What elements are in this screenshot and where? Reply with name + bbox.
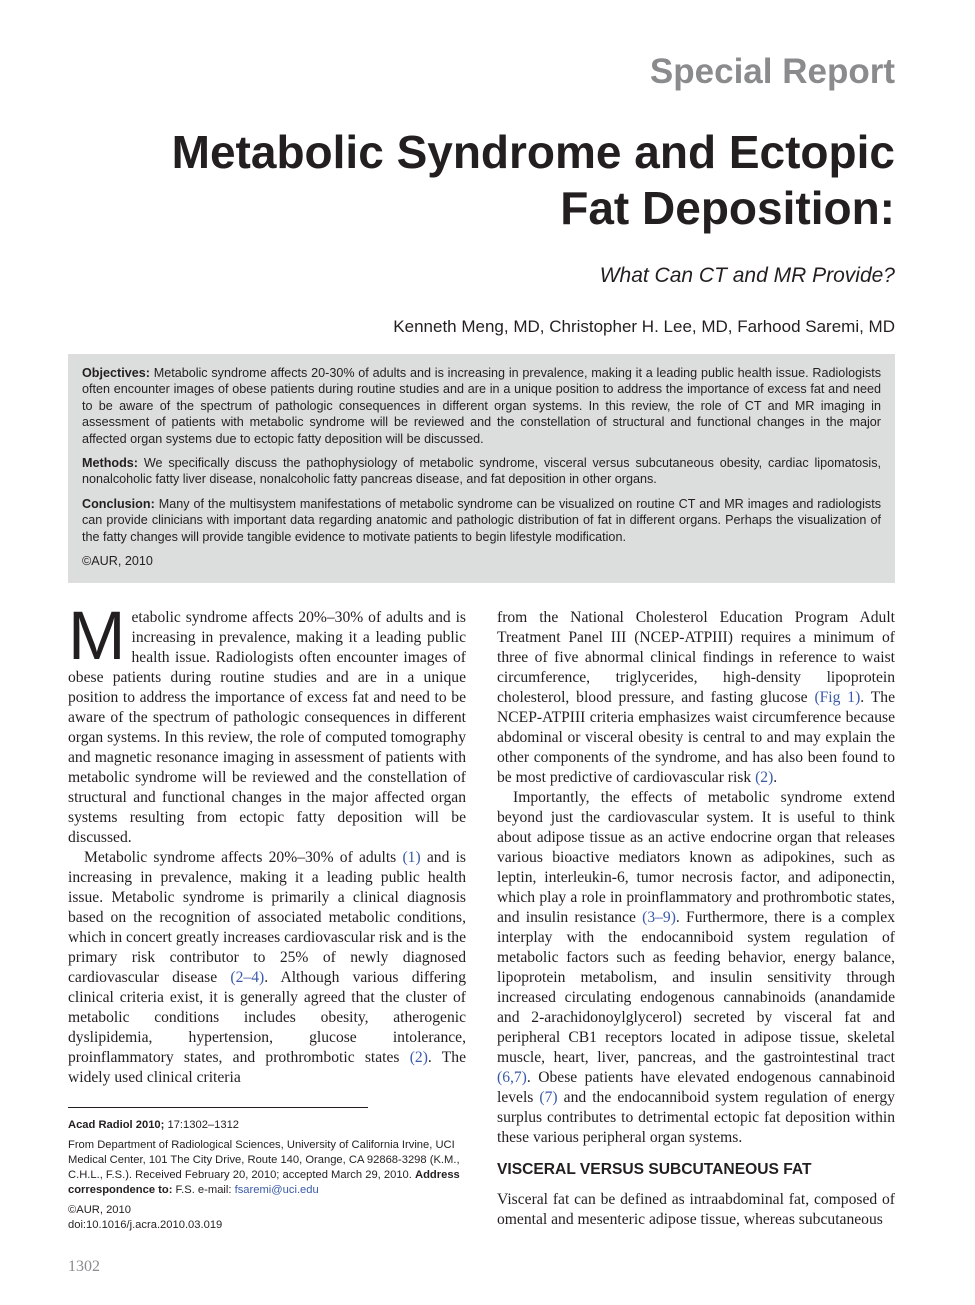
conclusion-text: Many of the multisystem manifestations of metabolic syndrome can be visualized on routine CT and MR images and radiologists can provide clinicians with important data regarding anatomic and pathologic distribution of fat in different organs. Perhaps the visualization of the fatty changes will provide tangible evidence to motivate patients to begin lifestyle modification. bbox=[82, 496, 882, 544]
journal-volume: 17:1302–1312 bbox=[164, 1119, 240, 1131]
reference-link[interactable]: (6,7) bbox=[497, 1069, 527, 1086]
objectives-label: Objectives: bbox=[82, 366, 150, 380]
body-column-right bbox=[497, 608, 895, 1230]
article-subtitle: What Can CT and MR Provide? bbox=[599, 264, 895, 287]
abstract-methods bbox=[82, 455, 881, 488]
page-number: 1302 bbox=[68, 1258, 100, 1275]
author-list: Kenneth Meng, MD, Christopher H. Lee, MD, Farhood Saremi, MD bbox=[393, 317, 895, 336]
text-run: Importantly, the effects of metabolic syndrome extend beyond just the cardiovascular system. It is useful to think about adipose tissue as an active endocrine organ that releases various bioactive mediators known as adipokines, such as leptin, interleukin-6, tumor necrosis factor, and adiponectin, which play a role in proinflammatory and prothrombotic states, and insulin resistance bbox=[497, 789, 895, 926]
text-run: from the National Cholesterol Education Program Adult Treatment Panel III (NCEP-ATPIII) requires a minimum of three of five abnormal clinical findings in reference to waist circumference, triglycerides, high-density lipoprotein cholesterol, blood pressure, and fasting glucose bbox=[497, 609, 895, 706]
section-label: Special Report bbox=[649, 52, 895, 91]
article-title bbox=[95, 124, 895, 236]
affiliation-note bbox=[68, 1138, 468, 1198]
email-link[interactable]: fsaremi@uci.edu bbox=[234, 1184, 319, 1196]
intro-paragraph bbox=[68, 597, 466, 848]
text-run: . Although various differing clinical criteria exist, it is generally agreed that the cluster of metabolic conditions includes obesity, atherogenic dyslipidemia, hypertension, glucose intolerance, proinflammatory states, and prothrombotic states bbox=[68, 969, 466, 1066]
body-paragraph bbox=[68, 848, 466, 1088]
address-label: Address correspondence to: bbox=[68, 1169, 460, 1196]
reference-link[interactable]: (2) bbox=[755, 769, 774, 786]
title-line-1: Metabolic Syndrome and Ectopic bbox=[171, 126, 895, 178]
title-line-2: Fat Deposition: bbox=[560, 182, 895, 234]
abstract-copyright: ©AUR, 2010 bbox=[82, 554, 153, 569]
text-run: . The NCEP-ATPIII criteria emphasizes waist circumference because abdominal or visceral obesity is central to and may explain the other components of the syndrome, and has also been found to be most predictive of cardiovascular risk bbox=[497, 689, 895, 786]
text-run: . bbox=[773, 769, 778, 786]
address-text: F.S. e-mail: bbox=[172, 1184, 235, 1196]
journal-citation bbox=[68, 1118, 468, 1133]
text-run: . The widely used clinical criteria bbox=[68, 1049, 466, 1086]
abstract-objectives bbox=[82, 365, 881, 447]
footnote-block bbox=[68, 1118, 468, 1238]
abstract-box bbox=[68, 354, 895, 583]
journal-name: Acad Radiol 2010; bbox=[68, 1119, 165, 1131]
text-run: and the endocanniboid system regulation of energy surplus contributes to detrimental ectopic fat deposition within these various peripheral organ systems. bbox=[497, 1089, 895, 1146]
reference-link[interactable]: (2–4) bbox=[230, 969, 265, 986]
figure-link[interactable]: (Fig 1) bbox=[814, 689, 861, 706]
doi-text: doi:10.1016/j.acra.2010.03.019 bbox=[68, 1219, 223, 1231]
methods-text: We specifically discuss the pathophysiology of metabolic syndrome, visceral versus subcutaneous obesity, cardiac lipomatosis, nonalcoholic fatty liver disease, nonalcoholic fatty pancreas disease, and fat deposition in other organs. bbox=[82, 456, 881, 487]
body-column-left bbox=[68, 597, 466, 1088]
methods-label: Methods: bbox=[82, 456, 138, 471]
footnote-divider bbox=[68, 1107, 368, 1108]
copyright-text: ©AUR, 2010 bbox=[68, 1204, 131, 1216]
objectives-text: Metabolic syndrome affects 20-30% of adults and is increasing in prevalence, making it a leading public health issue. Radiologists often encounter images of obese patients during routine studies and are in a unique position to address the importance of excess fat and need to be aware of the spectrum of pathologic consequences in different organ systems. In this review, the role of CT and MR imaging in assessment of patients with metabolic syndrome will be reviewed and the constellation of structural and functional changes in the major affected organ systems due to ectopic fatty deposition will be discussed. bbox=[82, 366, 882, 446]
drop-cap: M bbox=[68, 597, 126, 674]
intro-text: etabolic syndrome affects 20%–30% of adults and is increasing in prevalence, making it a leading public health issue. Radiologists often encounter images of obese patients during routine studies and are in a unique position to address the importance of excess fat and need to be aware of the spectrum of pathologic consequences in different organ systems. In this review, the role of computed tomography and magnetic resonance imaging in assessment of patients with metabolic syndrome will be reviewed and the constellation of structural and functional changes in the major affected organ systems resulting from ectopic fatty deposition will be discussed. bbox=[68, 609, 466, 846]
body-paragraph bbox=[497, 608, 895, 788]
text-run: . Obese patients have elevated endogenous cannabinoid levels bbox=[497, 1069, 895, 1106]
reference-link[interactable]: (7) bbox=[539, 1089, 558, 1106]
affiliation-text: From Department of Radiological Sciences, University of California Irvine, UCI Medical Center, 101 The City Drive, Route 140, Orange, CA 92868-3298 (K.M., C.H.L., F.S.). Received February 20, 2010; accepted March 29, 2010. bbox=[68, 1139, 460, 1181]
body-paragraph: Visceral fat can be defined as intraabdominal fat, composed of omental and mesenteric adipose tissue, whereas subcutaneous bbox=[497, 1191, 895, 1228]
reference-link[interactable]: (2) bbox=[409, 1049, 428, 1066]
footnote-copyright bbox=[68, 1203, 468, 1233]
conclusion-label: Conclusion: bbox=[82, 496, 155, 511]
text-run: Metabolic syndrome affects 20%–30% of adults bbox=[84, 849, 403, 866]
section-heading: VISCERAL VERSUS SUBCUTANEOUS FAT bbox=[497, 1161, 812, 1178]
body-paragraph bbox=[497, 788, 895, 1148]
reference-link[interactable]: (3–9) bbox=[642, 909, 676, 926]
text-run: . Furthermore, there is a complex interplay with the endocanniboid system regulation of metabolic factors such as feeding behavior, energy balance, lipoprotein metabolism, and insulin sensitivity through increased circulating endogenous cannabinoids (anandamide and 2-arachidonoylglycerol) secreted by visceral fat and peripheral CB1 receptors located in adipose tissue, skeletal muscle, heart, liver, pancreas, and the gastrointestinal tract bbox=[497, 909, 895, 1066]
reference-link[interactable]: (1) bbox=[402, 849, 421, 866]
abstract-conclusion bbox=[82, 496, 881, 545]
text-run: and is increasing in prevalence, making it a leading public health issue. Metabolic syndrome is primarily a clinical diagnosis based on the recognition of associated metabolic conditions, which in concert greatly increases cardiovascular risk and is the primary risk contributor to 25% of newly diagnosed cardiovascular disease bbox=[68, 849, 466, 986]
